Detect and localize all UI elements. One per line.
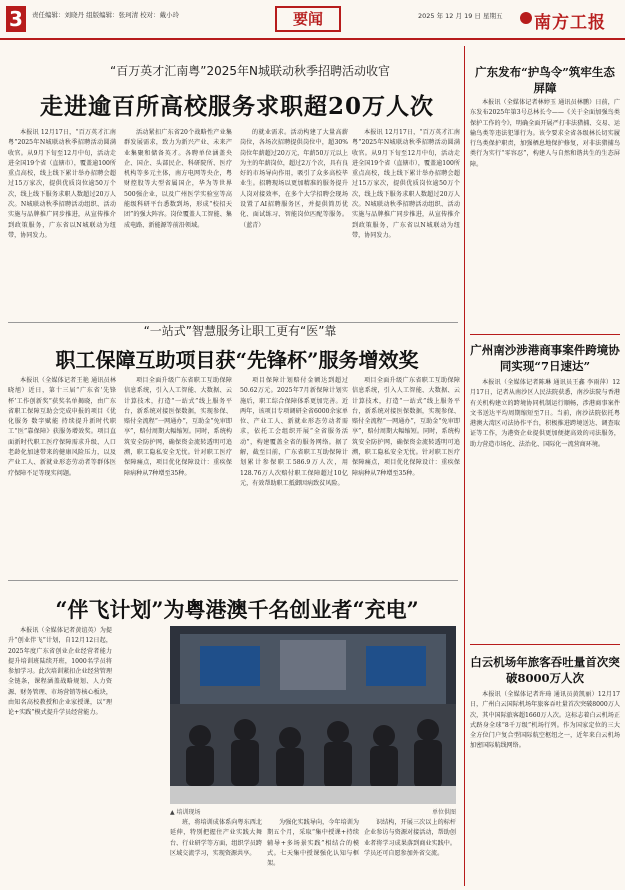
article3-left-column: 本报讯（全媒体记者黄谊英）为提升“创业伴飞”计划，自12月12日起，2025年度广东省创业企业经营者能力提升培训班陆续开班，1000名学员将参加学习。此次培训紧扣企业经营管理全链条，课程涵盖战略规划、人力资源、财务管理、市场营销等核心板块，由知名高校教授和企业家授课，以“理论+实践”模式提升学员经营能力。 — [8, 627, 112, 717]
logo-mark-icon — [520, 12, 532, 24]
page-number: 3 — [6, 6, 26, 32]
article1-column-1: 本报讯 12月17日，“百万英才汇南粤”2025年N城联动秋季招聘活动圆满收官。从9月下旬至12月中旬，活动走进全国19个省（直辖市），覆盖逾100所重点高校，线上线下累计举办招聘会超过15万家次，提供优质岗位逾50万个次，线上线下服务求职人数超过20万人次。N城联动秋季招聘活动组织、活动实施与品牌推广同步推进，从宣传推介到政策服务，广东省以N城联动为纽带，协同发力。 — [8, 129, 116, 239]
page-header — [0, 0, 625, 40]
date-line: 2025 年 12 月 19 日 星期五 — [418, 12, 503, 20]
right-column-border — [464, 46, 465, 886]
photo-credit: 单位供图 — [431, 809, 456, 816]
section-name: 要闻 — [275, 6, 341, 32]
photo-illustration — [170, 626, 456, 804]
article1-column-3: 的就业需求。活动构建了大量高薪岗位，各场次招聘提供岗位中，超30%岗位年薪超过20万元，年薪50万元以上为主的年薪岗位，超过2万个次，具有良好的市场导向作用，吸引了众多高校毕业生。招聘现场以更加精准的服务提升人岗对接效率，在多个大学招聘会现场设置了AI招聘服务区，并提供简历优化、面试练习、智能岗位匹配等服务。（蓝青） — [240, 129, 348, 229]
photo-caption-row — [170, 807, 456, 816]
right-article2-text: 本报讯（全媒体记者陈琳 通讯员王鑫 李雨萍）12月17日，记者从南沙区人民法院获悉，南沙法院与香港有关机构建立的跨境协同机制运行顺畅，涉港商事案件文书送达平均周期缩短至7日。当前，南沙法院依托粤港澳大湾区司法协作平台，积极推进跨境送达、调查取证等工作，为港资企业提供更加便捷高效的司法服务，助力营造市场化、法治化、国际化一流营商环境。 — [470, 379, 620, 448]
right-article3-text: 本报讯（全媒体记者许琦 通讯员黄凯丽）12月17日，广州白云国际机场年旅客吞吐量首次突破8000万人次，其中国际旅客超1660万人次。这标志着白云机场正式跻身全球“8千万级”机场行列。作为国家定位的三大全方位门户复合型国际航空枢纽之一，近年来白云机场加密国际航线网络。 — [470, 691, 620, 750]
article3-column-3: 为强化实践导向，今年培训为期五个月，采取“集中授课+持续辅导+多场景实践”相结合的模式。七天集中授课强化认知与框架。 — [267, 819, 359, 868]
article3-column-2: 班，将培训成体系向粤东西北延伸，特别把握住产业实践大舞台、行业研学等方面，组织学员跨区域交流学习，实现资源共享。 — [170, 819, 262, 857]
newspaper-logo — [520, 4, 620, 34]
article2-column-2: 项目全面升级广东省职工互助保障信息系统，引入人工智能、大数据、云计算技术，打造“一站式”线上服务平台，新系统对接医保数据，实现参保、赔付全流程“一网通办”，互助金“免审即享”，赔付周期大幅缩短。同时，系统构筑安全防护网，确保资金流转透明可追溯，职工隐私安全无忧。针对职工医疗保障痛点，项目优化保障设计：重疾保障病种从7种增至35种。 — [124, 377, 232, 477]
right-article3-title: 白云机场年旅客吞吐量首次突破8000万人次 — [470, 655, 620, 685]
training-photo — [170, 626, 456, 804]
editors-line: 责任编辑：刘晓丹 组版编辑：张珂清 校对：戴小玲 — [32, 11, 180, 19]
article2-column-4: 项目全面升级广东省职工互助保障信息系统，引入人工智能、大数据、云计算技术，打造“一站式”线上服务平台，新系统对接医保数据，实现参保、赔付全流程“一网通办”，互助金“免审即享”，赔付周期大幅缩短。同时，系统构筑安全防护网，确保资金流转透明可追溯，职工隐私安全无忧。针对职工医疗保障痛点，项目优化保障设计：重疾保障病种从7种增至35种。 — [352, 377, 460, 477]
article1-column-2: 活动紧扣广东省20个战略性产业集群发展需求，致力为新兴产业、未来产业集聚和储备英才。各聘单位涵盖央企、国企、头部民企、科研院所、医疗机构等多元主体，南方电网等央企，粤财控股等大型省属国企，华为等世界500强企业，以及广州医学实验室等高能级科研平台悉数到场，形成“校招天团”的强大阵容。岗位覆盖人工智能、集成电路、新能源等前沿领域。 — [124, 129, 232, 229]
logo-text: 南方工报 — [534, 13, 606, 33]
article3-column-4: 识结构，开展三次以上的标杆企业参访与资源对接活动，帮助创业者将学习成果落到商业实践中。学员还可自愿参加外省交流。 — [364, 819, 456, 857]
article2-kicker: “一站式”智慧服务让职工更有“医”靠 — [143, 324, 337, 338]
article1-column-4: 本报讯 12月17日，“百万英才汇南粤”2025年N城联动秋季招聘活动圆满收官。从9月下旬至12月中旬，活动走进全国19个省（直辖市），覆盖逾100所重点高校，线上线下累计举办招聘会超过15万家次，提供优质岗位逾50万个次，线上线下服务求职人数超过20万人次。N城联动秋季招聘活动组织、活动实施与品牌推广同步推进，从宣传推介到政策服务，广东省以N城联动为纽带，协同发力。 — [352, 129, 460, 239]
article1-kicker: “百万英才汇南粤”2025年N城联动秋季招聘活动收官 — [110, 64, 390, 78]
right-article1-text: 本报讯（全媒体记者林婷玉 通讯员林鹏）日前，广东发布2025年第3号总林长令——《关于全面加强鸟类保护工作的令》，明确全面开展严打非法猎捕、交易、运输鸟类等违法犯罪行为。该令要求全省各级林长切实履行鸟类保护职责，加强栖息地保护修复，对非法猎捕鸟类行为实行“零容忍”，构建人与自然和谐共生的生态屏障。 — [470, 99, 620, 168]
right-column-separator — [470, 334, 620, 335]
right-article1-title: 广东发布“护鸟令”筑牢生态屏障 — [475, 65, 615, 95]
article2-title: 职工保障互助项目获“先锋杯”服务增效奖 — [55, 348, 419, 372]
article2-column-3: 项目保障计划赔付金额达到超过50.62万元。2025年7月新保障计划实施后，职工综合保障体系更加完善。近两年，该项目专项调研全省6000余家单位、产业工人、新就业形态劳动者需求，依托工会组织开展“全省服务活动”，构建覆盖全省的服务网络。据了解，截至目前，广东省职工互助保障计划累计参保职工586.9万人次，用128.76万人次赔付职工保障超过10亿元，有效帮助职工抵御因病致贫风险。 — [240, 377, 348, 487]
article1-title: 走进逾百所高校服务求职超20万人次 — [39, 93, 434, 120]
article3-title: “伴飞计划”为粤港澳千名创业者“充电” — [55, 597, 419, 622]
right-article2-title: 广州南沙涉港商事案件跨境协同实现“7日速达” — [470, 343, 620, 373]
article2-column-1: 本报讯（全媒体记者王艳 通讯员林晓旭）近日，第十三届“广东省‘先锋杯’工作创新奖”获奖名单揭晓，由广东省职工保障互助会完成申报的项目《优化服务 数字赋能 持续提升新时代职工“医”靠保障》获服务增效奖。项目直面新时代职工医疗保障需求升级、人口老龄化加速带来的健康风险压力，以及产业工人、新就业形态劳动者等群体医疗保障不足等现实问题。 — [8, 377, 116, 477]
article-divider — [8, 580, 458, 581]
photo-caption: ▲ 培训现场 — [170, 809, 201, 816]
right-column-separator — [470, 644, 620, 645]
